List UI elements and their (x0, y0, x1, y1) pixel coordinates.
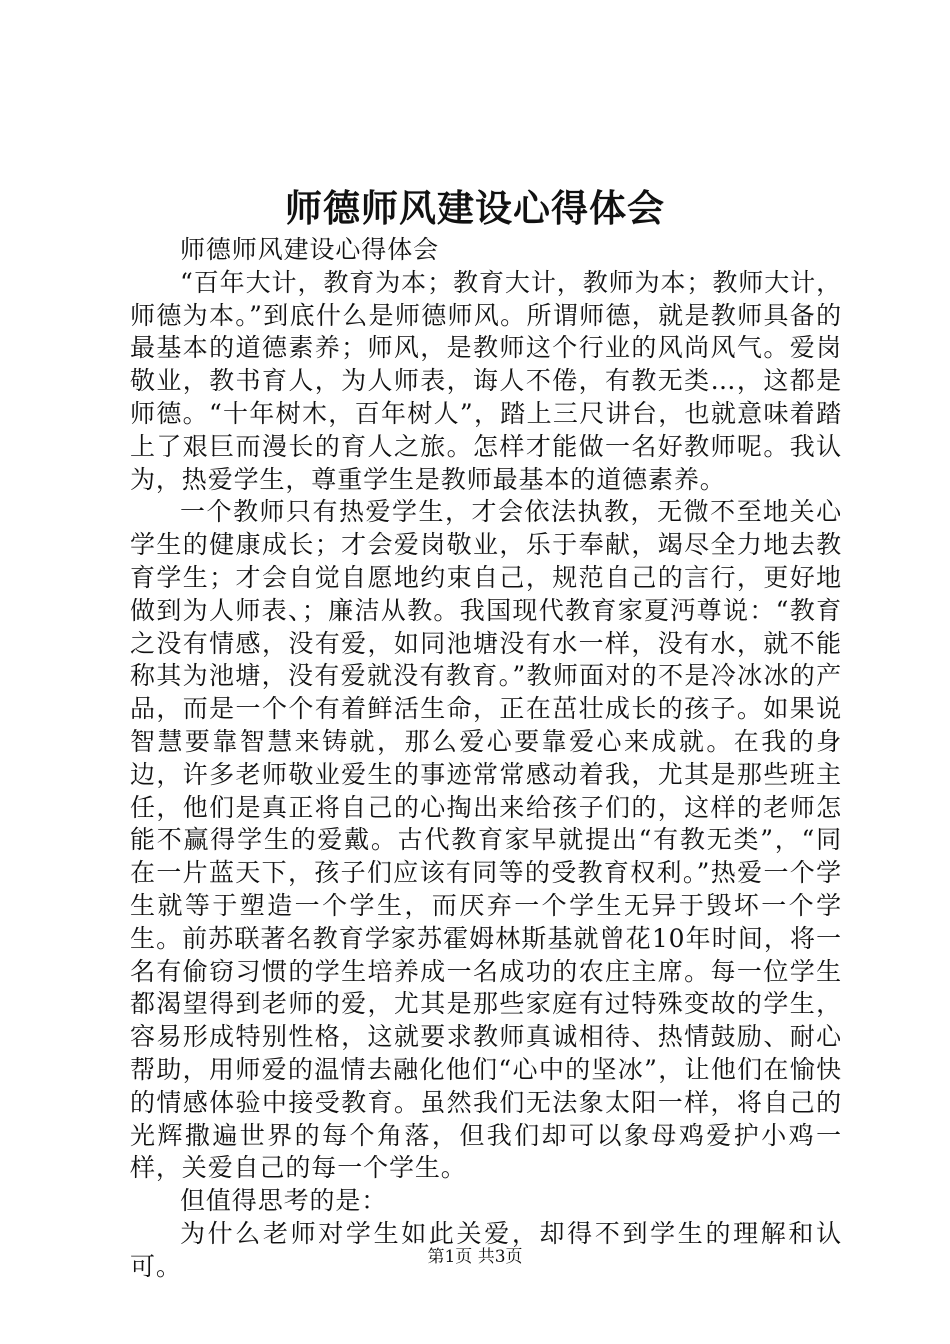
document-body (130, 234, 842, 1284)
document-title: 师德师风建设心得体会 (285, 186, 665, 230)
paragraph-4: 为什么老师对学生如此关爱，却得不到学生的理解和认可。 (130, 1218, 842, 1281)
paragraph-3: 但值得思考的是： (180, 1186, 388, 1216)
paragraph-subtitle: 师德师风建设心得体会 (180, 235, 440, 264)
page-number-footer: 第1页 共3页 (427, 1247, 523, 1267)
paragraph-2: 一个教师只有热爱学生，才会依法执教，无微不至地关心学生的健康成长；才会爱岗敬业，乐于奉献，竭尽全力地去教育学生；才会自觉自愿地约束自己，规范自己的言行，更好地做到为人师表、；廉洁从教。我国现代教育家夏沔尊说：“教育之没有情感，没有爱，如同池塘没有水一样，没有水，就不能称其为池塘，没有爱就没有教育。”教师面对的不是冷冰冰的产品，而是一个个有着鲜活生命，正在茁壮成长的孩子。如果说智慧要靠智慧来铸就，那么爱心要靠爱心来成就。在我的身边，许多老师敬业爱生的事迹常常感动着我，尤其是那些班主任，他们是真正将自己的心掏出来给孩子们的，这样的老师怎能不赢得学生的爱戴。古代教育家早就提出“有教无类”，“同在一片蓝天下，孩子们应该有同等的受教育权利。”热爱一个学生就等于塑造一个学生，而厌弃一个学生无异于毁坏一个学生。前苏联著名教育学家苏霍姆林斯基就曾花10年时间，将一名有偷窃习惯的学生培养成一名成功的农庄主席。每一位学生都渴望得到老师的爱，尤其是那些家庭有过特殊变故的学生，容易形成特别性格，这就要求教师真诚相待、热情鼓励、耐心帮助，用师爱的温情去融化他们“心中的坚冰”，让他们在愉快的情感体验中接受教育。虽然我们无法象太阳一样，将自己的光辉撒遍世界的每个角落，但我们却可以象母鸡爱护小鸡一样，关爱自己的每一个学生。 (130, 497, 842, 1183)
paragraph-1: “百年大计，教育为本；教育大计，教师为本；教师大计，师德为本。”到底什么是师德师风。所谓师德，就是教师具备的最基本的道德素养；师风，是教师这个行业的风尚风气。爱岗敬业，教书育人，为人师表，诲人不倦，有教无类…，这都是师德。“十年树木，百年树人”，踏上三尺讲台，也就意味着踏上了艰巨而漫长的育人之旅。怎样才能做一名好教师呢。我认为，热爱学生，尊重学生是教师最基本的道德素养。 (130, 267, 842, 494)
